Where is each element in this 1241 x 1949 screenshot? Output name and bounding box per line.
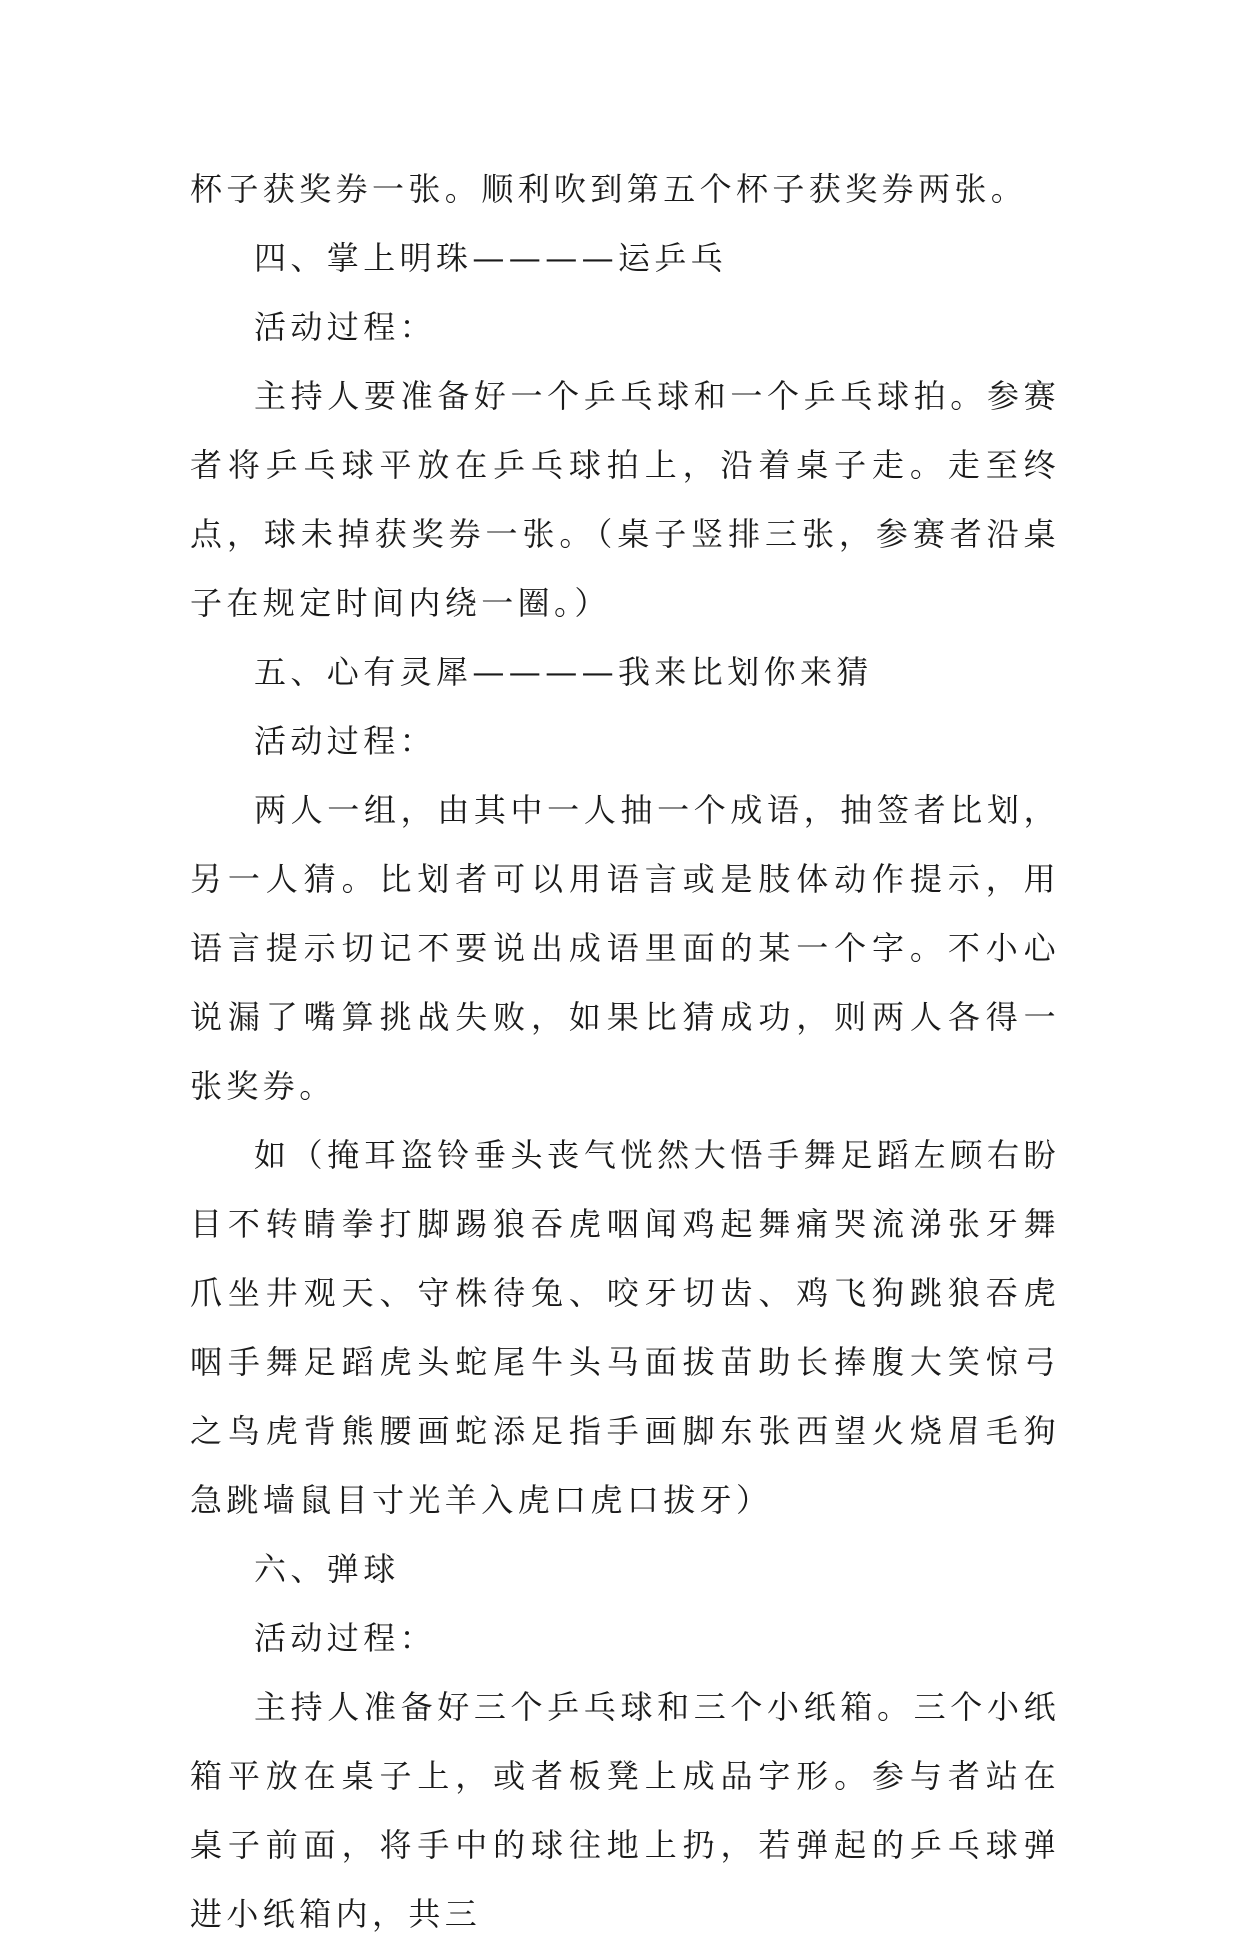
activity-process-label: 活动过程： [254,308,437,346]
section-heading-6: 六、弹球 [254,1550,400,1588]
activity-process-label: 活动过程： [254,722,437,760]
section-heading-5: 五、心有灵犀————我来比划你来猜 [254,653,873,691]
paragraph: 主持人要准备好一个乒乓球和一个乒乓球拍。参赛者将乒乓球平放在乒乓球拍上，沿着桌子走。走至终点，球未掉获奖券一张。（桌子竖排三张，参赛者沿桌子在规定时间内绕一圈。） [190,377,1060,622]
document-body [190,155,1060,1949]
paragraph-idiom-list: 如（掩耳盗铃垂头丧气恍然大悟手舞足蹈左顾右盼目不转睛拳打脚踢狼吞虎咽闻鸡起舞痛哭流涕张牙舞爪坐井观天、守株待兔、咬牙切齿、鸡飞狗跳狼吞虎咽手舞足蹈虎头蛇尾牛头马面拔苗助长捧腹大笑惊弓之鸟虎背熊腰画蛇添足指手画脚东张西望火烧眉毛狗急跳墙鼠目寸光羊入虎口虎口拔牙） [190,1136,1060,1519]
paragraph: 两人一组，由其中一人抽一个成语，抽签者比划，另一人猜。比划者可以用语言或是肢体动作提示，用语言提示切记不要说出成语里面的某一个字。不小心说漏了嘴算挑战失败，如果比猜成功，则两人各得一张奖券。 [190,791,1060,1105]
paragraph: 主持人准备好三个乒乓球和三个小纸箱。三个小纸箱平放在桌子上，或者板凳上成品字形。参与者站在桌子前面，将手中的球往地上扔，若弹起的乒乓球弹进小纸箱内，共三 [190,1688,1060,1933]
paragraph-continuation: 杯子获奖券一张。顺利吹到第五个杯子获奖券两张。 [190,170,1028,208]
section-heading-4: 四、掌上明珠————运乒乓 [254,239,728,277]
activity-process-label: 活动过程： [254,1619,437,1657]
